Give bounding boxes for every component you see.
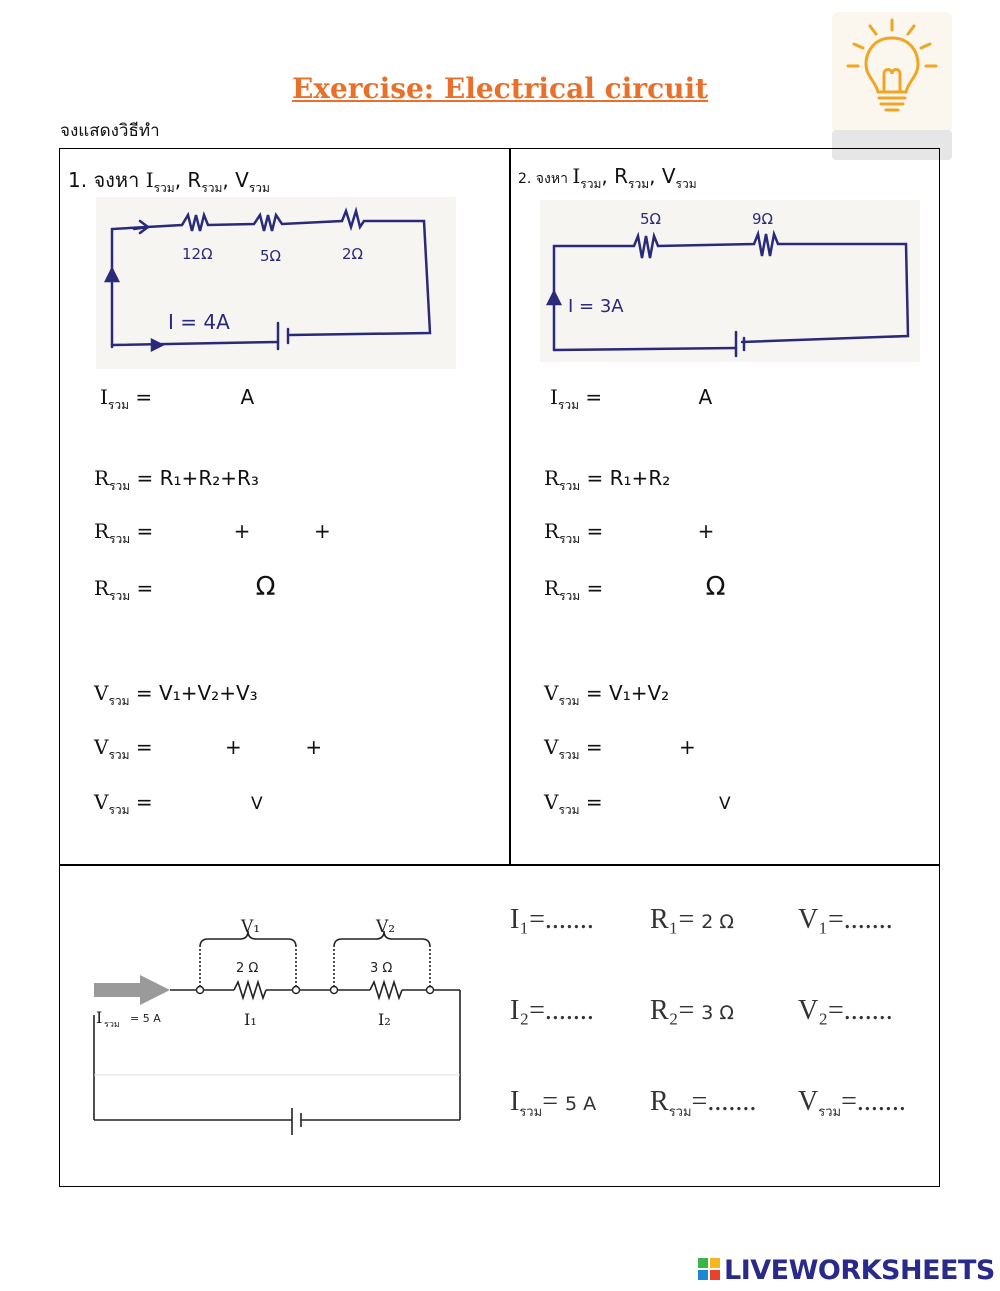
- q2-r1-label: 5Ω: [640, 210, 662, 228]
- q2-v-result: $V_{รวม} = V$: [544, 790, 731, 817]
- q3-itotal-cell: $I_{รวม}= 5$ A: [510, 1086, 597, 1119]
- q1-r-formula: $R_{รวม} = R_1+R_2+R_3$: [94, 466, 259, 493]
- q2-current-label: I = 3A: [568, 296, 624, 317]
- q3-itotal-sub: รวม: [104, 1020, 120, 1030]
- q1-v-result: $V_{รวม} = V$: [94, 790, 263, 817]
- q3-i1-label: I₁: [244, 1010, 257, 1029]
- q3-itotal-value: = 5 A: [130, 1012, 161, 1025]
- q2-r-substitution: $R_{รวม}$ = +: [544, 519, 715, 546]
- q3-vtotal-cell: $V_{รวม}=$.......: [798, 1086, 906, 1119]
- q1-v-substitution: $V_{รวม}$ = + +: [94, 735, 323, 762]
- q2-i-total-line: $I_{รวม} = A$: [550, 385, 713, 412]
- q1-r-result: $R_{รวม} = \Omega$: [94, 572, 276, 603]
- q1-r3-label: 2Ω: [342, 245, 364, 263]
- q3-r1-cell: R₁= 2 Ω: [650, 904, 734, 935]
- q3-itotal-label: I: [96, 1008, 103, 1027]
- liveworksheets-logo[interactable]: LIVEWORKSHEETS: [724, 1255, 995, 1286]
- q3-v2-cell: V₂=.......: [798, 995, 893, 1026]
- instruction-text: จงแสดงวิธีทำ: [60, 121, 160, 141]
- q3-circuit-diagram: [88, 905, 468, 1145]
- q1-v-formula: $V_{รวม} = V_1+V_2+V_3$: [94, 681, 258, 708]
- q3-r2-cell: R₂= 3 Ω: [650, 995, 734, 1026]
- q1-r1-label: 12Ω: [182, 245, 213, 263]
- q2-prompt: 2. จงหา $I_{รวม}$, $R_{รวม}$, $V_{รวม}$: [518, 164, 697, 191]
- q2-r-result: $R_{รวม} = \Omega$: [544, 572, 726, 603]
- page-title: Exercise: Electrical circuit: [291, 72, 709, 105]
- q2-r-formula: $R_{รวม} = R_1+R_2$: [544, 466, 671, 493]
- q1-current-label: I = 4A: [168, 310, 230, 334]
- q1-i-total-line: $I_{รวม} = A$: [100, 385, 255, 412]
- q2-v-formula: $V_{รวม} = V_1+V_2$: [544, 681, 670, 708]
- q2-v-substitution: $V_{รวม}$ = +: [544, 735, 696, 762]
- q2-circuit-diagram: [540, 200, 920, 362]
- q2-r2-label: 9Ω: [752, 210, 774, 228]
- q3-i2-label: I₂: [378, 1010, 391, 1029]
- q3-r2-label: 3 Ω: [370, 961, 393, 976]
- q3-v2-label: V₂: [376, 917, 396, 937]
- q3-v1-cell: V₁=.......: [798, 904, 893, 935]
- q1-r2-label: 5Ω: [260, 247, 282, 265]
- lightbulb-icon: [832, 12, 952, 162]
- q3-i2-cell: I₂=.......: [510, 995, 594, 1026]
- q3-i1-cell: I₁=.......: [510, 904, 594, 935]
- q3-r1-label: 2 Ω: [236, 961, 259, 976]
- q3-rtotal-cell: $R_{รวม}=$.......: [650, 1086, 757, 1119]
- q1-r-substitution: $R_{รวม}$ = + +: [94, 519, 331, 546]
- q1-prompt: 1. จงหา $I_{รวม}$, $R_{รวม}$, $V_{รวม}$: [68, 168, 270, 195]
- liveworksheets-logo-icon: [698, 1258, 720, 1280]
- q1-circuit-diagram: [96, 197, 456, 369]
- q3-v1-label: V₁: [241, 917, 261, 937]
